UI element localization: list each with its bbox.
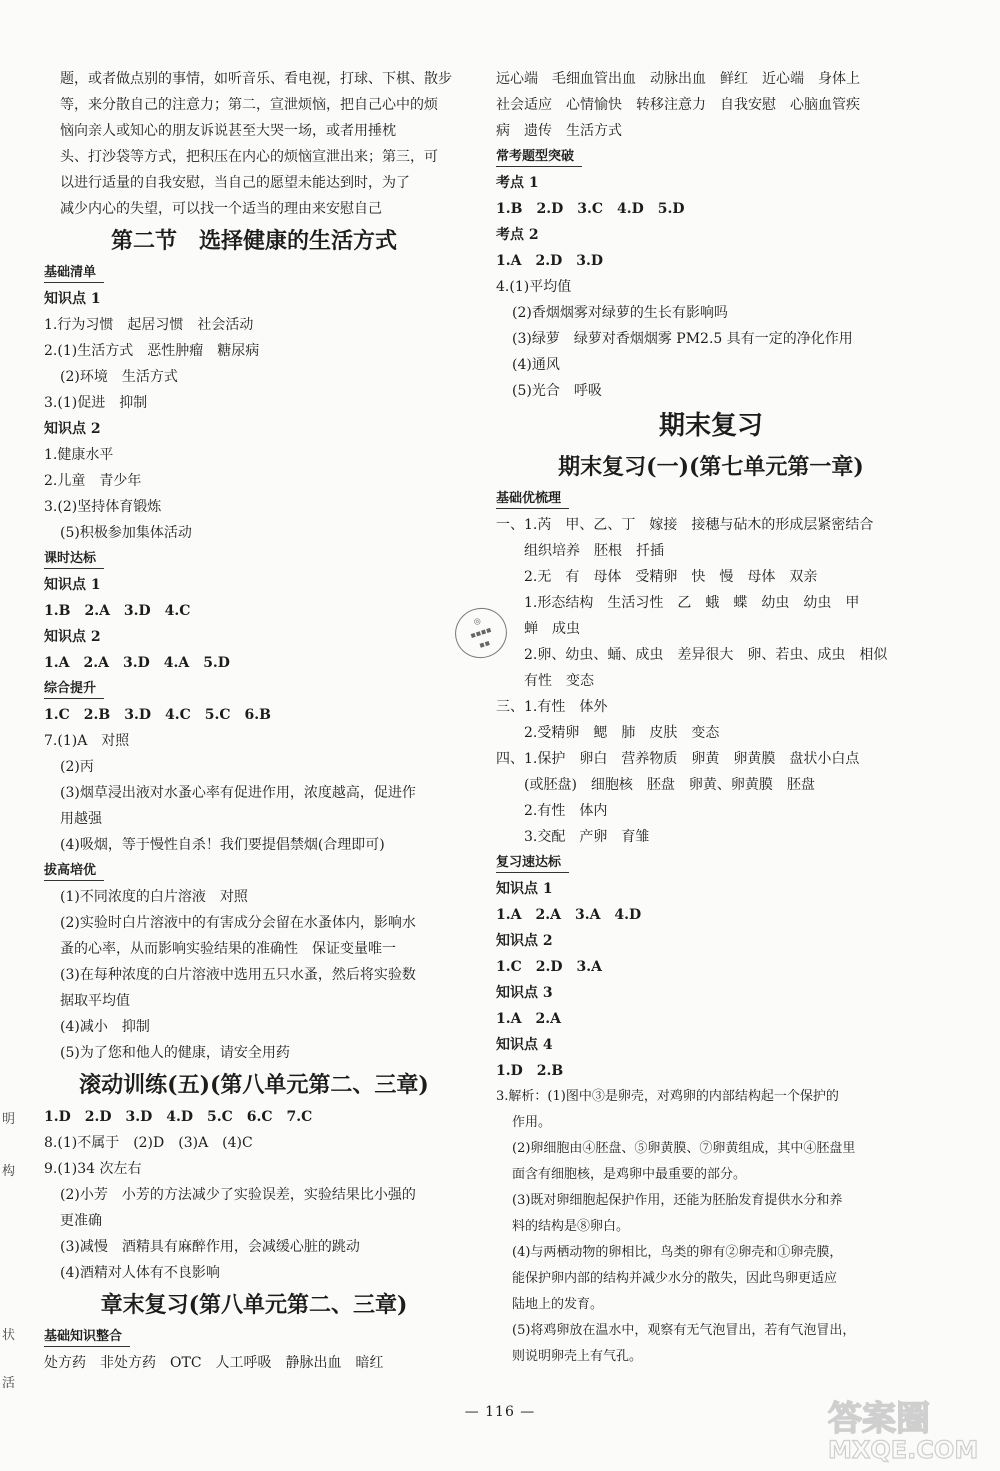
- answer-line: 1.C 2.B 3.D 4.C 5.C 6.B: [44, 707, 271, 723]
- answer-line: (4)减小 抑制: [60, 1019, 150, 1035]
- section-label-text: 基础优梳理: [496, 490, 569, 509]
- answer-line: 蝉 成虫: [524, 621, 580, 637]
- section-heading: 期末复习: [658, 411, 763, 441]
- answer-line: 知识点 2: [44, 629, 101, 645]
- answer-line: 知识点 1: [44, 291, 101, 307]
- left-column: [44, 66, 464, 1376]
- answer-line: 能保护卵内部的结构并减少水分的散失，因此鸟卵更适应: [512, 1271, 838, 1286]
- section-label-text: 常考题型突破: [496, 148, 582, 167]
- answer-line: 病 遗传 生活方式: [496, 123, 622, 139]
- answer-line: 有性 变态: [524, 673, 594, 689]
- section-label-text: 基础清单: [44, 264, 104, 283]
- answer-line: 更准确: [60, 1213, 102, 1229]
- answer-line: 知识点 2: [44, 421, 101, 437]
- answer-line: 1.A 2.D 3.D: [496, 253, 603, 269]
- margin-char: 状: [2, 1328, 16, 1343]
- answer-line: 2.有性 体内: [524, 803, 608, 819]
- watermark-title: 答案圈: [828, 1399, 930, 1439]
- answer-line: 1.健康水平: [44, 447, 114, 463]
- margin-char: 活: [2, 1376, 16, 1391]
- answer-line: 1.B 2.D 3.C 4.D 5.D: [496, 201, 685, 217]
- answer-line: 1.A 2.A 3.D 4.A 5.D: [44, 655, 230, 671]
- section-label: [44, 546, 464, 572]
- answer-line: 考点 1: [496, 175, 539, 191]
- answer-line: 1.A 2.A 3.A 4.D: [496, 907, 642, 923]
- answer-line: 3.交配 产卵 育雏: [524, 829, 650, 845]
- answer-line: 知识点 3: [496, 985, 553, 1001]
- section-label-text: 拔高培优: [44, 862, 104, 881]
- answer-line: (2)实验时白片溶液中的有害成分会留在水蚤体内，影响水: [60, 915, 416, 931]
- answer-line: (5)积极参加集体活动: [60, 525, 192, 541]
- answer-line: (1)不同浓度的白片溶液 对照: [60, 889, 248, 905]
- answer-line: 蚤的心率，从而影响实验结果的准确性 保证变量唯一: [60, 941, 396, 957]
- answer-line: 料的结构是⑧卵白。: [512, 1219, 630, 1234]
- answer-line: (3)烟草浸出液对水蚤心率有促进作用，浓度越高，促进作: [60, 785, 416, 801]
- section-heading: 期末复习(一)(第七单元第一章): [558, 454, 864, 480]
- answer-line: 用越强: [60, 811, 102, 827]
- section-label: [44, 260, 464, 286]
- answer-line: 考点 2: [496, 227, 539, 243]
- answer-line: 题，或者做点别的事情，如听音乐、看电视，打球、下棋、散步: [60, 71, 452, 87]
- answer-line: (2)卵细胞由④胚盘、⑤卵黄膜、⑦卵黄组成，其中④胚盘里: [512, 1141, 856, 1156]
- section-heading: 第二节 选择健康的生活方式: [110, 228, 397, 254]
- section-label-text: 复习速达标: [496, 854, 569, 873]
- answer-line: 2.无 有 母体 受精卵 快 慢 母体 双亲: [524, 569, 818, 585]
- page-number: — 116 —: [464, 1404, 536, 1420]
- answer-line: 作用。: [512, 1115, 552, 1130]
- answer-line: 恼向亲人或知心的朋友诉说甚至大哭一场，或者用捶枕: [60, 123, 396, 139]
- section-label-text: 综合提升: [44, 680, 104, 699]
- answer-line: 3.解析：(1)图中③是卵壳，对鸡卵的内部结构起一个保护的: [496, 1089, 839, 1104]
- answer-line: 3.(1)促进 抑制: [44, 395, 148, 411]
- margin-char: 明: [2, 1112, 16, 1127]
- answer-line: 知识点 1: [496, 881, 553, 897]
- section-label: [44, 1324, 464, 1350]
- answer-line: 1.A 2.A: [496, 1011, 561, 1027]
- answer-line: 1.B 2.A 3.D 4.C: [44, 603, 191, 619]
- answer-line: (4)通风: [512, 357, 560, 373]
- answer-line: 2.卵、幼虫、蛹、成虫 差异很大 卵、若虫、成虫 相似: [524, 647, 888, 663]
- watermark-url: MXQE.COM: [828, 1436, 979, 1464]
- answer-line: 3.(2)坚持体育锻炼: [44, 499, 162, 515]
- answer-line: 2.(1)生活方式 恶性肿瘤 糖尿病: [44, 343, 260, 359]
- answer-line: 等，来分散自己的注意力；第二，宣泄烦恼，把自己心中的烦: [60, 97, 438, 113]
- section-heading: 章末复习(第八单元第二、三章): [100, 1292, 408, 1318]
- answer-line: (2)香烟烟雾对绿萝的生长有影响吗: [512, 305, 728, 321]
- answer-line: (2)环境 生活方式: [60, 369, 178, 385]
- section-label: [496, 144, 926, 170]
- answer-line: (2)小芳 小芳的方法减少了实验误差，实验结果比小强的: [60, 1187, 416, 1203]
- section-heading: 滚动训练(五)(第八单元第二、三章): [79, 1072, 429, 1098]
- section-label: [44, 676, 464, 702]
- answer-line: (3)在每种浓度的白片溶液中选用五只水蚤，然后将实验数: [60, 967, 416, 983]
- section-label: [496, 850, 926, 876]
- answer-line: 7.(1)A 对照: [44, 733, 130, 749]
- answer-line: (4)吸烟，等于慢性自杀！我们要提倡禁烟(合理即可): [60, 837, 385, 853]
- answer-line: (4)酒精对人体有不良影响: [60, 1265, 220, 1281]
- answer-line: 陆地上的发育。: [512, 1297, 604, 1312]
- section-label: [496, 486, 926, 512]
- answer-line: 以进行适量的自我安慰，当自己的愿望未能达到时，为了: [60, 175, 410, 191]
- answer-line: 社会适应 心情愉快 转移注意力 自我安慰 心脑血管疾: [496, 97, 860, 113]
- library-stamp: ◎ ▪▪▪▪ ▪▪: [449, 601, 514, 665]
- answer-line: (3)减慢 酒精具有麻醉作用，会减缓心脏的跳动: [60, 1239, 360, 1255]
- answer-line: 1.D 2.D 3.D 4.D 5.C 6.C 7.C: [44, 1109, 313, 1125]
- answer-line: 9.(1)34 次左右: [44, 1161, 142, 1177]
- margin-char: 构: [2, 1164, 16, 1179]
- answer-line: (3)绿萝 绿萝对香烟烟雾 PM2.5 具有一定的净化作用: [512, 331, 853, 347]
- answer-line: 知识点 1: [44, 577, 101, 593]
- section-label-text: 基础知识整合: [44, 1328, 130, 1347]
- answer-line: 4.(1)平均值: [496, 279, 572, 295]
- answer-line: 面含有细胞核，是鸡卵中最重要的部分。: [512, 1167, 747, 1182]
- section-label: [44, 858, 464, 884]
- answer-line: 1.D 2.B: [496, 1063, 564, 1079]
- answer-line: 2.受精卵 鳃 肺 皮肤 变态: [524, 725, 720, 741]
- answer-line: 头、打沙袋等方式，把积压在内心的烦恼宣泄出来；第三，可: [60, 149, 438, 165]
- answer-line: (5)将鸡卵放在温水中，观察有无气泡冒出，若有气泡冒出，: [512, 1323, 856, 1338]
- answer-line: 减少内心的失望，可以找一个适当的理由来安慰自己: [60, 201, 382, 217]
- answer-line: 处方药 非处方药 OTC 人工呼吸 静脉出血 暗红: [44, 1355, 384, 1371]
- answer-line: 1.C 2.D 3.A: [496, 959, 602, 975]
- section-label-text: 课时达标: [44, 550, 104, 569]
- answer-line: 8.(1)不属于 (2)D (3)A (4)C: [44, 1135, 253, 1151]
- answer-line: 知识点 4: [496, 1037, 553, 1053]
- answer-line: 知识点 2: [496, 933, 553, 949]
- answer-line: 1.行为习惯 起居习惯 社会活动: [44, 317, 254, 333]
- answer-line: 三、1.有性 体外: [496, 699, 608, 715]
- answer-line: 2.儿童 青少年: [44, 473, 142, 489]
- answer-line: 组织培养 胚根 扦插: [524, 543, 664, 559]
- answer-line: (5)光合 呼吸: [512, 383, 602, 399]
- answer-line: (4)与两栖动物的卵相比，鸟类的卵有②卵壳和①卵壳膜，: [512, 1245, 843, 1260]
- answer-line: (5)为了您和他人的健康，请安全用药: [60, 1045, 290, 1061]
- answer-line: (2)丙: [60, 759, 94, 775]
- answer-line: 四、1.保护 卵白 营养物质 卵黄 卵黄膜 盘状小白点: [496, 751, 860, 767]
- answer-line: 一、1.芮 甲、乙、丁 嫁接 接穗与砧木的形成层紧密结合: [496, 517, 874, 533]
- answer-line: 据取平均值: [60, 993, 130, 1009]
- right-column: [496, 66, 926, 1370]
- answer-line: 则说明卵壳上有气孔。: [512, 1349, 643, 1364]
- answer-line: (或胚盘) 细胞核 胚盘 卵黄、卵黄膜 胚盘: [524, 777, 815, 793]
- answer-line: (3)既对卵细胞起保护作用，还能为胚胎发育提供水分和养: [512, 1193, 843, 1208]
- answer-line: 1.形态结构 生活习性 乙 蛾 蝶 幼虫 幼虫 甲: [524, 595, 860, 611]
- answer-line: 远心端 毛细血管出血 动脉出血 鲜红 近心端 身体上: [496, 71, 860, 87]
- watermark-logo: [822, 1392, 992, 1464]
